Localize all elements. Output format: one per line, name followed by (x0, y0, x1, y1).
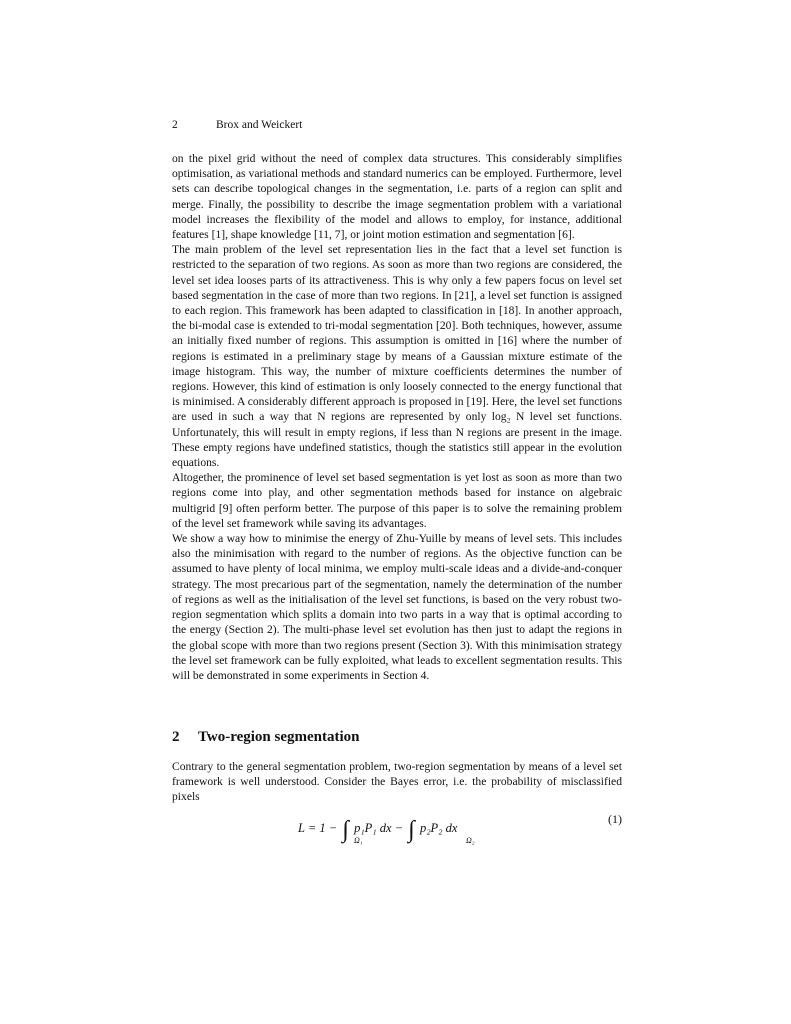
paragraph: We show a way how to minimise the energy of Zhu-Yuille by means of level sets. This includes also the minimisation with regard to the number of regions. As the objective function can be assumed to have plenty of local minima, we employ multi-scale ideas and a divide-and-conquer strategy. The most precarious part of the segmentation, namely the determination of the number of regions as well as the initialisation of the level set functions, is based on the very robust two-region segmentation which splits a domain into two parts in a way that is optimal according to the energy (Section 2). The multi-phase level set evolution has then just to adapt the regions in the global scope with more than two regions present (Section 3). With this minimisation strategy the level set framework can be fully exploited, what leads to excellent segmentation results. This will be demonstrated in some experiments in Section 4. (172, 532, 622, 682)
paragraph: Contrary to the general segmentation problem, two-region segmentation by means of a level set framework is well understood. Consider the Bayes error, i.e. the probability of misclassified pixels (172, 760, 622, 804)
paragraph: The main problem of the level set representation lies in the fact that a level set function is restricted to the separation of two regions. As soon as more than two regions are considered, the level set idea looses parts of its attractiveness. This is why only a few papers focus on level set based segmentation in the case of more than two regions. In [21], a level set function is assigned to each region. This framework has been adapted to classification in [18]. In another approach, the bi-modal case is extended to tri-modal segmentation [20]. Both techniques, however, assume an initially fixed number of regions. This assumption is omitted in [16] where the number of regions is estimated in a preliminary stage by means of a Gaussian mixture estimate of the image histogram. This way, the number of mixture coefficients determines the number of regions. However, this kind of estimation is only loosely connected to the energy functional that is minimised. A considerably different approach is proposed in [19]. Here, the level set functions are used in such a way that N regions are represented by only log₂ N level set functions. Unfortunately, this will result in empty regions, if less than N regions are present in the image. These empty regions have undefined statistics, though the statistics still appear in the evolution equations. (172, 243, 622, 470)
equation-math (298, 812, 475, 845)
equation-term: p₂P₂ dx (419, 821, 458, 835)
equation-term: p₁P₁ dx − (354, 821, 404, 835)
section-title: Two-region segmentation (198, 729, 360, 745)
equation-number: (1) (608, 812, 622, 826)
page-number: 2 (172, 119, 178, 131)
paragraph: on the pixel grid without the need of complex data structures. This considerably simplifies optimisation, as variational methods and standard numerics can be employed. Furthermore, level sets can describe topological changes in the segmentation, i.e. parts of a region can split and merge. Finally, the possibility to describe the image segmentation problem with a variational model increases the flexibility of the model and allows to employ, for instance, additional features [1], shape knowledge [11, 7], or joint motion estimation and segmentation [6]. (172, 152, 622, 242)
integral-sign: ∫ (408, 817, 415, 843)
integral-domain: Ω₁ (354, 836, 363, 845)
section-heading (172, 729, 360, 746)
paragraph: Altogether, the prominence of level set based segmentation is yet lost as soon as more than two regions come into play, and other segmentation methods based for instance on algebraic multigrid [9] often perform better. The purpose of this paper is to solve the remaining problem of the level set framework while saving its advantages. (172, 471, 622, 530)
integral-domain: Ω₂ (466, 836, 475, 845)
equation-lhs: L = 1 − (298, 821, 338, 835)
equation-1 (172, 808, 622, 848)
section-text (172, 759, 622, 805)
section-number: 2 (172, 729, 180, 745)
introduction-text (172, 151, 622, 683)
running-authors: Brox and Weickert (216, 119, 303, 131)
running-header (172, 119, 302, 131)
integral-sign: ∫ (342, 817, 349, 843)
